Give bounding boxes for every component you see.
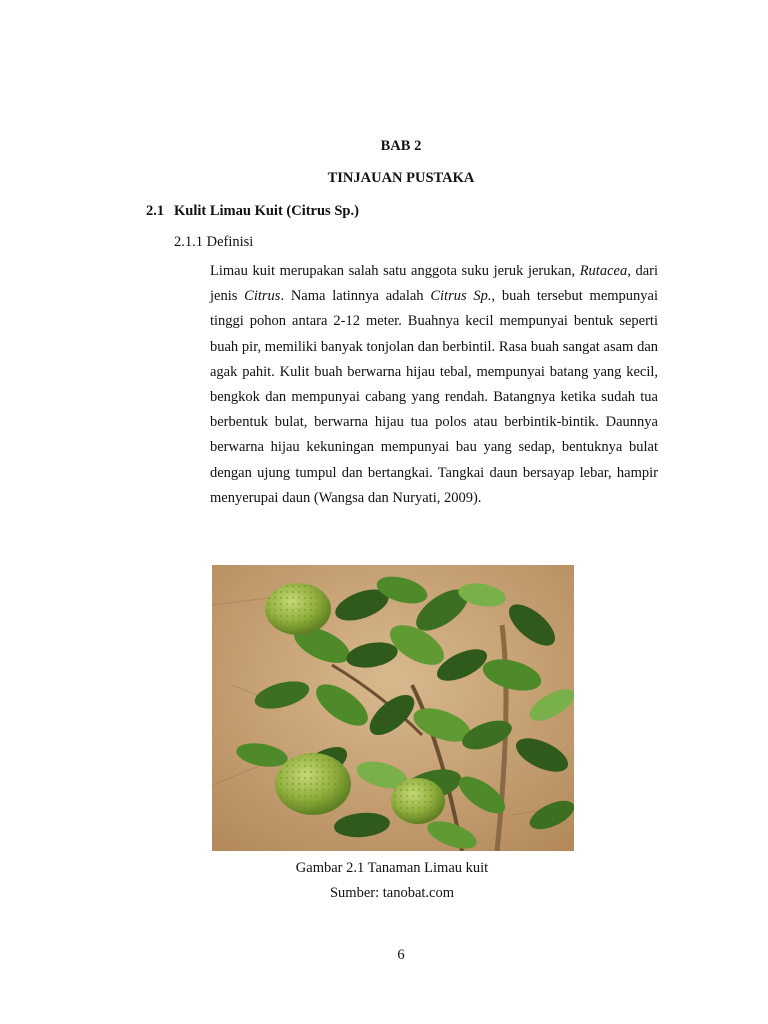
limau-fruit <box>391 778 445 824</box>
paragraph-text: , buah tersebut mempunyai tinggi pohon antara 2-12 meter. Buahnya kecil mempunyai bentuk seperti buah pir, memiliki banyak tonjolan dan berbintil. Rasa buah sangat asam dan agak pahit. Kulit buah berwarna hijau tebal, mempunyai batang yang kecil, bengkok dan mempunyai cabang yang rendah. Batangnya ketika sudah tua berbentuk bulat, berwarna hijau tua polos atau berbintik-bintik. Daunnya berwarna hijau kekuningan mempunyai bau yang sedap, bentuknya bulat dengan ujung tumpul dan bertangkai. Tangkai daun bersayap lebar, hampir menyerupai daun (Wangsa dan Nuryati, 2009). <box>210 288 659 506</box>
limau-fruit <box>275 753 351 815</box>
body-paragraph <box>210 259 658 511</box>
paragraph-text: . Nama latinnya adalah <box>280 288 431 305</box>
figure-source: Sumber: tanobat.com <box>329 885 455 901</box>
section-heading <box>146 203 359 220</box>
chapter-label: BAB 2 <box>380 138 422 154</box>
section-number: 2.1 <box>146 203 165 219</box>
paragraph-text: , dari jenis <box>210 263 659 305</box>
limau-plant-illustration <box>212 565 574 851</box>
section-title: Kulit Limau Kuit (Citrus Sp.) <box>174 203 359 219</box>
chapter-title: TINJAUAN PUSTAKA <box>327 170 475 186</box>
page-number: 6 <box>397 947 405 963</box>
italic-term-citrus-sp: Citrus Sp. <box>430 288 492 305</box>
subsection-heading: 2.1.1 Definisi <box>174 234 254 250</box>
italic-term-citrus: Citrus <box>244 288 281 305</box>
figure-caption: Gambar 2.1 Tanaman Limau kuit <box>295 860 489 876</box>
limau-fruit <box>265 583 331 635</box>
figure-limau-kuit-photo <box>212 565 574 851</box>
italic-term-rutacea: Rutacea <box>579 263 628 279</box>
paragraph-text: Limau kuit merupakan salah satu anggota suku jeruk jerukan, <box>210 263 580 279</box>
